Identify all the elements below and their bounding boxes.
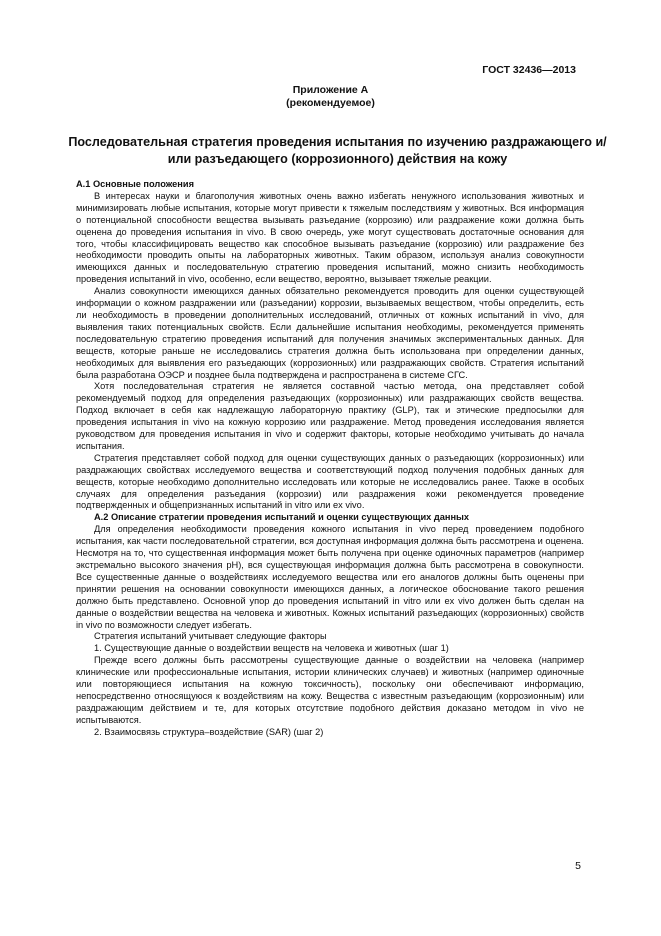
list-item-step-2: 2. Взаимосвязь структура–воздействие (SAR) (шаг 2) [94,726,324,737]
paragraph: Прежде всего должны быть рассмотрены существующие данные о воздействии на человека (например клинические или профессиональные испытания, истории клинических случаев) и животных (например одиночные или повторяющиеся испытания на кожную токсичность), поскольку они обеспечивают информацию, непосредственно относящуюся к воздействиям на кожу. Вещества с известным разъедающим (коррозионным) или раздражающим действием и те, для которых отсутствие подобного действия доказано методом in vivo не испытываются. [76,655,584,725]
paragraph: Хотя последовательная стратегия не является составной частью метода, она представляет собой рекомендуемый подход для определения разъедающих (коррозионных) или раздражающих свойств вещества. Подход включает в себя как надлежащую лабораторную практику (GLP), так и этические предпосылки для проведения испытания in vivo на кожную коррозию или раздражение. Метод проведения исследования является руководством для проведения испытания in vivo и содержит факторы, которые необходимо учитывать до начала испытания. [76,381,584,451]
paragraph: В интересах науки и благополучия животных очень важно избегать ненужного использования животных и минимизировать любые испытания, которые могут привести к тяжелым последствиям у животных. Вся информация о потенциальной способности вещества вызывать разъедание (коррозию) или раздражение кожи должна быть оценена до проведения испытания in vivo. В свою очередь, уже могут существовать достаточные основания для того, чтобы классифицировать вещество как способное вызывать разъедание (коррозию) или раздражение без необходимости проводить опыты на лабораторных животных. Таким образом, используя анализ совокупности имеющихся данных и последовательную стратегию проведения испытаний, можно снизить необходимость проведения испытаний in vivo, особенно, если вещество, вероятно, вызывает тяжелые реакции. [76,190,584,285]
document-body [76,179,584,739]
paragraph: Стратегия испытаний учитывает следующие факторы [94,631,327,642]
annex-status: (рекомендуемое) [286,97,375,109]
paragraph: Для определения необходимости проведения кожного испытания in vivo перед проведением подобного испытания, как части последовательной стратегии, вся доступная информация должна быть рассмотрена и оценена. Несмотря на то, что существенная информация может быть получена при оценке одиночных параметров (например экстремально высокого значения pH), вся существующая информация должна быть рассмотрена в совокупности. Все существенные данные о воздействиях исследуемого вещества или его аналогов должны быть оценены при принятии решения на основании совокупности имеющихся данных, а логическое обоснование такого решения должно быть представлено. Основной упор до проведения испытаний in vitro или ex vivo должен быть сделан на данные о воздействии вещества на человека и животных. Кожных испытаний разъедающих (коррозионных) свойств in vivo по возможности следует избегать. [76,524,584,630]
document-title: Последовательная стратегия проведения испытания по изучению раздражающего и/или разъедающего (коррозионного) действия на кожу [68,135,607,166]
section-heading-a2: А.2 Описание стратегии проведения испытаний и оценки существующих данных [94,512,470,523]
paragraph: Анализ совокупности имеющихся данных обязательно рекомендуется проводить для оценки существующей информации о кожном раздражении или (разъедании) коррозии, вызываемых веществом, чтобы определить, есть ли необходимость в проведении дополнительных исследований, отличных от кожных испытаний in vivo, для выявления таких потенциальных свойств. Если дальнейшие испытания необходимы, рекомендуется применять последовательную стратегию проведения испытаний для получения значимых экспериментальных данных. Для веществ, которые раньше не исследовались стратегия должна быть использована при определении данных, необходимых для выявления его разъедающих (коррозионных) или раздражающих свойств. Стратегия испытаний была разработана ОЭСР и позднее была подтверждена и распространена в системе СГС. [76,286,584,380]
paragraph: Стратегия представляет собой подход для оценки существующих данных о разъедающих (коррозионных) или раздражающих свойствах исследуемого вещества и соответствующий подход получения подобных данных для веществ, которые необходимо дополнительно исследовать или которые не исследовались ранее. Также в особых случаях для определения разъедания (коррозии) или раздражения кожи рекомендуется проведение подтвержденных и общепризнанных испытаний in vitro или ex vivo. [76,452,584,511]
annex-title: Приложение А [292,84,369,96]
list-item-step-1: 1. Существующие данные о воздействии веществ на человека и животных (шаг 1) [94,643,449,654]
standard-number: ГОСТ 32436—2013 [482,64,576,76]
section-heading-a1: А.1 Основные положения [76,179,194,189]
page-number: 5 [575,860,581,872]
